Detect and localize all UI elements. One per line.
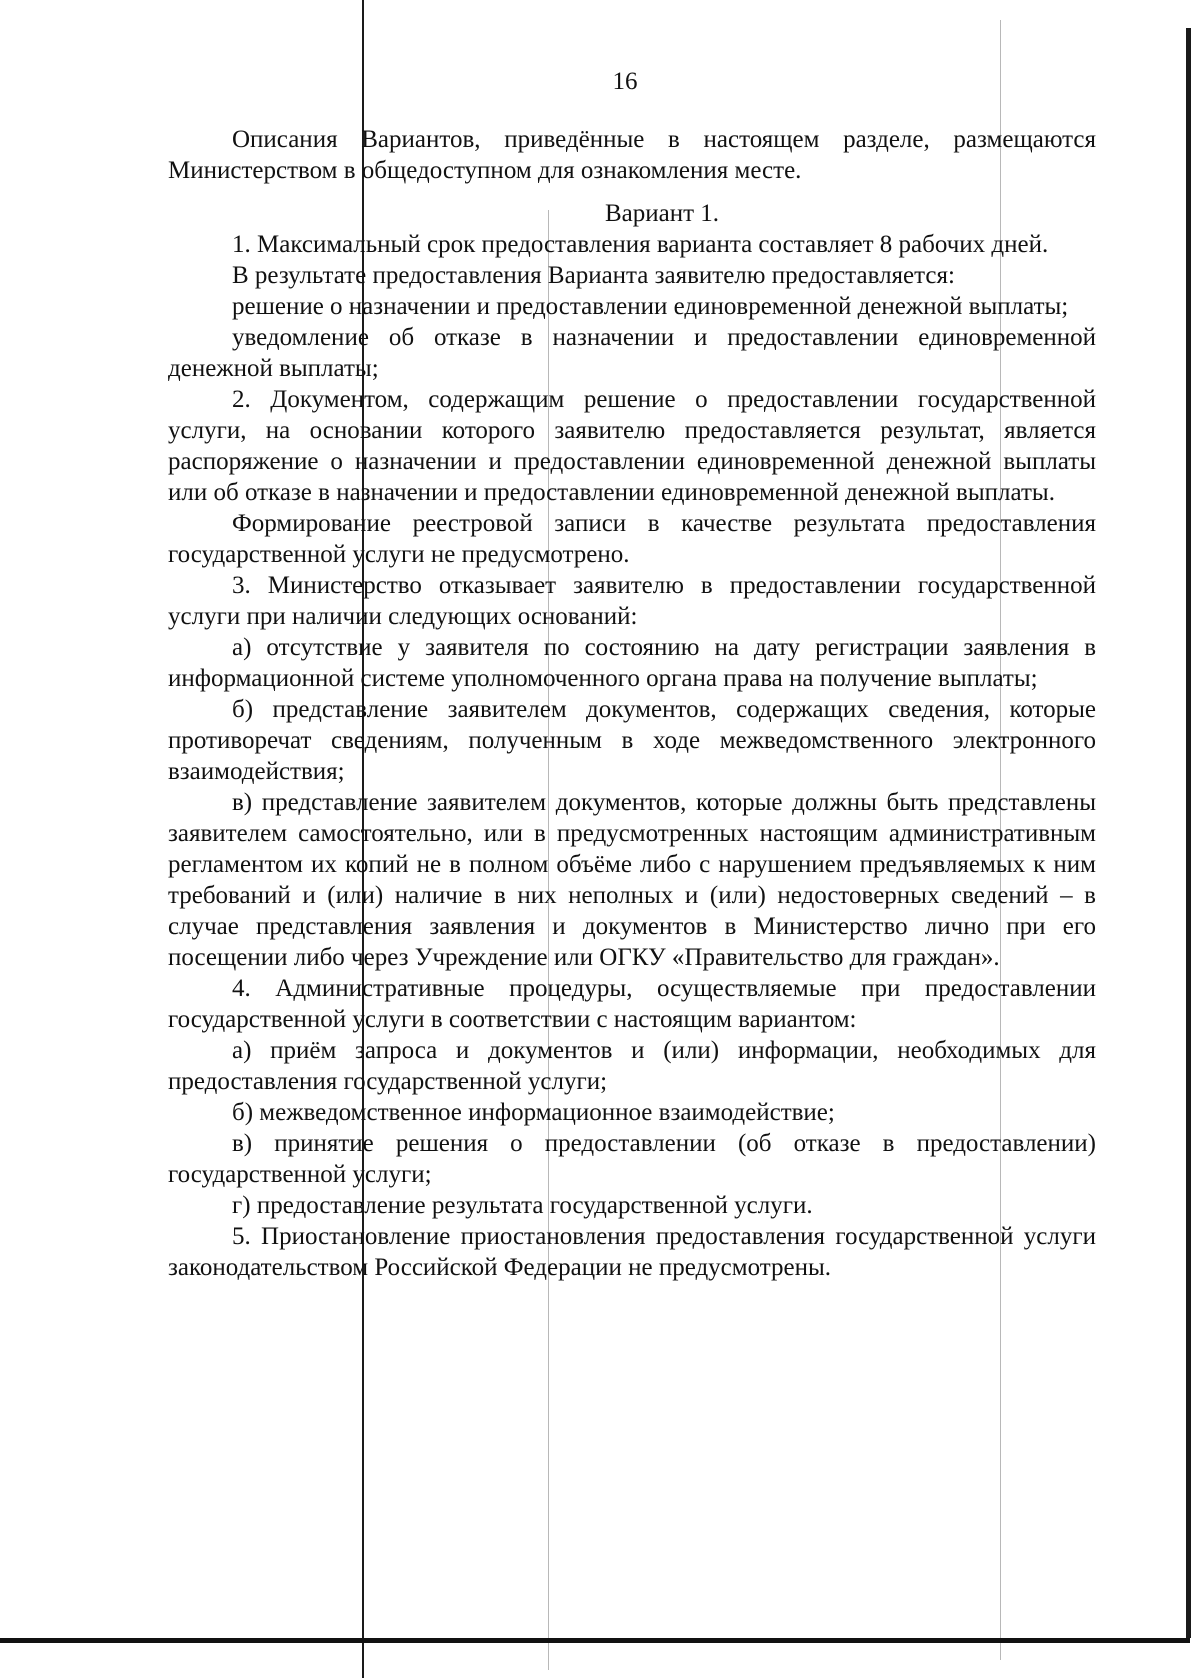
paragraph-refusal-c: в) представление заявителем документов, которые должны быть представлены заявителем самостоятельно, или в предусмотренных настоящим административным регламентом их копий не в полном объёме либо с нарушением предъявляемых к ним требований и (или) наличие в них неполных и (или) недостоверных сведений – в случае представления заявления и документов в Министерство лично при его посещении либо через Учреждение или ОГКУ «Правительство для граждан». [168, 789, 1096, 971]
scan-bottom-edge [0, 1638, 1190, 1643]
intro-paragraph: Описания Вариантов, приведённые в настоящем разделе, размещаются Министерством в общедоступном для ознакомления месте. [168, 126, 1096, 184]
paragraph-document: 2. Документом, содержащим решение о предоставлении государственной услуги, на основании которого заявителю предоставляется результат, является распоряжение о назначении и предоставлении единовременной денежной выплаты или об отказе в назначении и предоставлении единовременной денежной выплаты. [168, 386, 1096, 506]
document-body [168, 124, 1096, 1283]
paragraph-procedure-b: б) межведомственное информационное взаимодействие; [232, 1099, 835, 1126]
paragraph-refusal-b: б) представление заявителем документов, содержащих сведения, которые противоречат сведениям, полученным в ходе межведомственного электронного взаимодействия; [168, 696, 1096, 785]
scan-right-edge [1186, 28, 1191, 1638]
paragraph-result-notice: уведомление об отказе в назначении и предоставлении единовременной денежной выплаты; [168, 324, 1096, 382]
variant-heading: Вариант 1. [604, 200, 720, 227]
paragraph-suspension: 5. Приостановление приостановления предоставления государственной услуги законодательством Российской Федерации не предусмотрены. [168, 1223, 1096, 1281]
paragraph-term: 1. Максимальный срок предоставления варианта составляет 8 рабочих дней. [232, 231, 1049, 258]
paragraph-result-decision: решение о назначении и предоставлении единовременной денежной выплаты; [232, 293, 1069, 320]
paragraph-refusal-a: а) отсутствие у заявителя по состоянию на дату регистрации заявления в информационной системе уполномоченного органа права на получение выплаты; [168, 634, 1096, 692]
paragraph-refusal-intro: 3. Министерство отказывает заявителю в предоставлении государственной услуги при наличии следующих оснований: [168, 572, 1096, 630]
paragraph-procedure-a: а) приём запроса и документов и (или) информации, необходимых для предоставления государственной услуги; [168, 1037, 1096, 1095]
paragraph-procedure-d: г) предоставление результата государственной услуги. [232, 1192, 813, 1219]
paragraph-result-intro: В результате предоставления Варианта заявителю предоставляется: [232, 262, 955, 289]
paragraph-registry: Формирование реестровой записи в качестве результата предоставления государственной услуги не предусмотрено. [168, 510, 1096, 568]
paragraph-procedure-c: в) принятие решения о предоставлении (об отказе в предоставлении) государственной услуги; [168, 1130, 1096, 1188]
page-number: 16 [612, 68, 638, 95]
paragraph-procedures-intro: 4. Административные процедуры, осуществляемые при предоставлении государственной услуги в соответствии с настоящим вариантом: [168, 975, 1096, 1033]
